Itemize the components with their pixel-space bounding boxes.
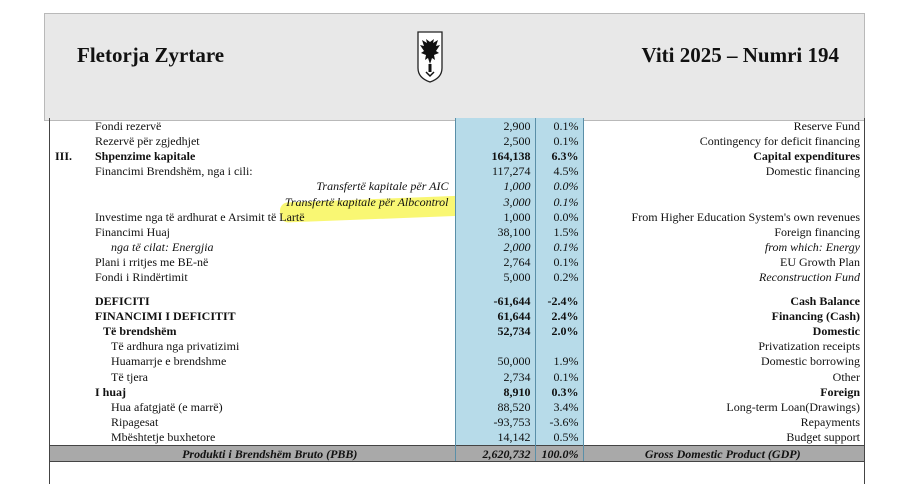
row-value: 3,000 bbox=[455, 194, 535, 209]
row-percent-gdp: 0.0% bbox=[535, 209, 583, 224]
row-number bbox=[49, 415, 85, 430]
row-value: 2,764 bbox=[455, 255, 535, 270]
row-percent-gdp: 0.1% bbox=[535, 240, 583, 255]
row-value: 1,000 bbox=[455, 179, 535, 194]
budget-table bbox=[49, 118, 864, 462]
table-row bbox=[49, 209, 864, 224]
row-value: 5,000 bbox=[455, 270, 535, 285]
row-label-sq: Produkti i Brendshëm Bruto (PBB) bbox=[85, 445, 455, 461]
row-label-sq: Fondi i Rindërtimit bbox=[95, 270, 188, 285]
row-label-sq: I huaj bbox=[95, 384, 127, 399]
row-percent-gdp: 0.1% bbox=[535, 194, 583, 209]
row-percent-gdp: 0.2% bbox=[535, 270, 583, 285]
row-label-sq: Hua afatgjatë (e marrë) bbox=[111, 399, 223, 414]
table-row bbox=[49, 148, 864, 163]
row-percent-gdp: 0.3% bbox=[535, 384, 583, 399]
row-label-en: Cash Balance bbox=[790, 293, 860, 308]
row-percent-gdp: 0.0% bbox=[535, 179, 583, 194]
table-row bbox=[49, 285, 864, 293]
row-label-en: Contingency for deficit financing bbox=[699, 133, 860, 148]
row-percent-gdp: -2.4% bbox=[535, 293, 583, 308]
row-value: 61,644 bbox=[455, 308, 535, 323]
table-row bbox=[49, 270, 864, 285]
row-label-en: Domestic bbox=[812, 324, 860, 339]
row-number bbox=[49, 430, 85, 446]
table-row bbox=[49, 164, 864, 179]
row-percent-gdp: 0.1% bbox=[535, 369, 583, 384]
row-label-sq: nga të cilat: Energjia bbox=[111, 240, 214, 255]
issue-number: Viti 2025 – Numri 194 bbox=[641, 43, 839, 67]
row-label-en: Privatization receipts bbox=[758, 339, 860, 354]
table-row bbox=[49, 240, 864, 255]
row-label-sq bbox=[85, 285, 455, 293]
table-row bbox=[49, 339, 864, 354]
row-number bbox=[49, 285, 85, 293]
row-label-en: Budget support bbox=[786, 430, 860, 445]
row-percent-gdp: 3.4% bbox=[535, 399, 583, 414]
albanian-emblem-icon bbox=[416, 30, 444, 89]
table-row bbox=[49, 194, 864, 209]
publication-title: Fletorja Zyrtare bbox=[77, 43, 225, 67]
row-number bbox=[49, 133, 85, 148]
row-number: III. bbox=[55, 148, 73, 163]
row-number bbox=[49, 339, 85, 354]
row-label-sq: Ripagesat bbox=[111, 415, 159, 430]
table-row bbox=[49, 369, 864, 384]
row-label-sq: Financimi Huaj bbox=[95, 224, 170, 239]
row-label-sq: Të brendshëm bbox=[103, 324, 177, 339]
row-label-en: Long-term Loan(Drawings) bbox=[726, 399, 860, 414]
table-row bbox=[49, 293, 864, 308]
row-number bbox=[49, 384, 85, 399]
row-percent-gdp: 100.0% bbox=[535, 445, 583, 461]
table-row bbox=[49, 399, 864, 414]
table-right-border bbox=[864, 118, 865, 484]
budget-table-container bbox=[49, 118, 864, 483]
row-label-en: Foreign financing bbox=[774, 224, 860, 239]
row-percent-gdp: 0.1% bbox=[535, 133, 583, 148]
row-value: 117,274 bbox=[455, 164, 535, 179]
row-label-en: Domestic borrowing bbox=[761, 354, 860, 369]
row-percent-gdp: 1.9% bbox=[535, 354, 583, 369]
row-number bbox=[49, 255, 85, 270]
row-number bbox=[49, 354, 85, 369]
row-value: 2,900 bbox=[455, 118, 535, 133]
row-value bbox=[455, 285, 535, 293]
row-number bbox=[49, 240, 85, 255]
table-left-border bbox=[49, 118, 50, 484]
row-value: -93,753 bbox=[455, 415, 535, 430]
row-value: 52,734 bbox=[455, 323, 535, 338]
table-row bbox=[49, 224, 864, 239]
row-label-en: Financing (Cash) bbox=[771, 308, 860, 323]
row-number bbox=[49, 270, 85, 285]
page-header bbox=[44, 13, 865, 121]
table-row bbox=[49, 308, 864, 323]
row-label-sq: Mbështetje buxhetore bbox=[111, 430, 216, 445]
row-percent-gdp: 0.5% bbox=[535, 430, 583, 446]
row-percent-gdp: 1.5% bbox=[535, 224, 583, 239]
row-percent-gdp: 4.5% bbox=[535, 164, 583, 179]
row-label-sq: DEFICITI bbox=[95, 293, 150, 308]
row-percent-gdp bbox=[535, 339, 583, 354]
row-value: 2,500 bbox=[455, 133, 535, 148]
table-row bbox=[49, 323, 864, 338]
row-number bbox=[49, 399, 85, 414]
row-number bbox=[49, 293, 85, 308]
row-number bbox=[49, 118, 85, 133]
row-value: 14,142 bbox=[455, 430, 535, 446]
row-percent-gdp: 6.3% bbox=[535, 148, 583, 163]
row-label-sq: Plani i rritjes me BE-në bbox=[95, 255, 209, 270]
row-label-sq: Investime nga të ardhurat e Arsimit të Lartë bbox=[95, 209, 305, 224]
row-value: 50,000 bbox=[455, 354, 535, 369]
row-label-sq: Të tjera bbox=[111, 369, 148, 384]
row-label-en bbox=[583, 194, 864, 209]
row-number bbox=[49, 179, 85, 194]
row-value bbox=[455, 339, 535, 354]
row-label-en bbox=[583, 285, 864, 293]
row-label-sq: Fondi rezervë bbox=[95, 118, 162, 133]
row-label-en bbox=[583, 179, 864, 194]
row-label-en: Domestic financing bbox=[765, 164, 860, 179]
row-label-sq: Të ardhura nga privatizimi bbox=[111, 339, 240, 354]
row-percent-gdp: 0.1% bbox=[535, 255, 583, 270]
row-label-sq: Rezervë për zgjedhjet bbox=[95, 133, 200, 148]
table-row bbox=[49, 133, 864, 148]
row-value: 164,138 bbox=[455, 148, 535, 163]
row-number bbox=[49, 323, 85, 338]
row-label-en: Reconstruction Fund bbox=[759, 270, 860, 285]
row-percent-gdp: -3.6% bbox=[535, 415, 583, 430]
row-value: 1,000 bbox=[455, 209, 535, 224]
row-value: -61,644 bbox=[455, 293, 535, 308]
table-row bbox=[49, 445, 864, 461]
row-value: 2,000 bbox=[455, 240, 535, 255]
table-row bbox=[49, 415, 864, 430]
row-value: 2,620,732 bbox=[455, 445, 535, 461]
table-row bbox=[49, 179, 864, 194]
table-row bbox=[49, 384, 864, 399]
row-label-sq: Transfertë kapitale për Albcontrol bbox=[284, 194, 449, 209]
row-number bbox=[49, 164, 85, 179]
row-value: 88,520 bbox=[455, 399, 535, 414]
row-label-sq: Huamarrje e brendshme bbox=[111, 354, 227, 369]
row-percent-gdp: 2.4% bbox=[535, 308, 583, 323]
row-percent-gdp: 2.0% bbox=[535, 323, 583, 338]
row-value: 8,910 bbox=[455, 384, 535, 399]
row-number bbox=[49, 194, 85, 209]
row-label-en: From Higher Education System's own revenues bbox=[631, 209, 860, 224]
row-label-en: Reserve Fund bbox=[793, 118, 860, 133]
row-label-en: Repayments bbox=[800, 415, 860, 430]
table-row bbox=[49, 430, 864, 446]
row-label-en: Gross Domestic Product (GDP) bbox=[583, 445, 864, 461]
row-label-sq: Shpenzime kapitale bbox=[95, 148, 196, 163]
row-number bbox=[49, 369, 85, 384]
row-number bbox=[49, 308, 85, 323]
row-number bbox=[49, 445, 85, 461]
row-percent-gdp: 0.1% bbox=[535, 118, 583, 133]
row-percent-gdp bbox=[535, 285, 583, 293]
row-label-sq: Transfertë kapitale për AIC bbox=[316, 179, 449, 194]
table-row bbox=[49, 255, 864, 270]
row-number bbox=[49, 209, 85, 224]
row-label-sq: FINANCIMI I DEFICITIT bbox=[95, 308, 236, 323]
row-label-sq: Financimi Brendshëm, nga i cili: bbox=[95, 164, 253, 179]
row-label-en: EU Growth Plan bbox=[780, 255, 860, 270]
row-number bbox=[49, 224, 85, 239]
row-value: 2,734 bbox=[455, 369, 535, 384]
row-label-en: Capital expenditures bbox=[753, 148, 860, 163]
row-label-en: from which: Energy bbox=[764, 240, 860, 255]
row-label-en: Foreign bbox=[820, 384, 860, 399]
table-row bbox=[49, 354, 864, 369]
row-value: 38,100 bbox=[455, 224, 535, 239]
table-row bbox=[49, 118, 864, 133]
row-label-en: Other bbox=[832, 369, 860, 384]
